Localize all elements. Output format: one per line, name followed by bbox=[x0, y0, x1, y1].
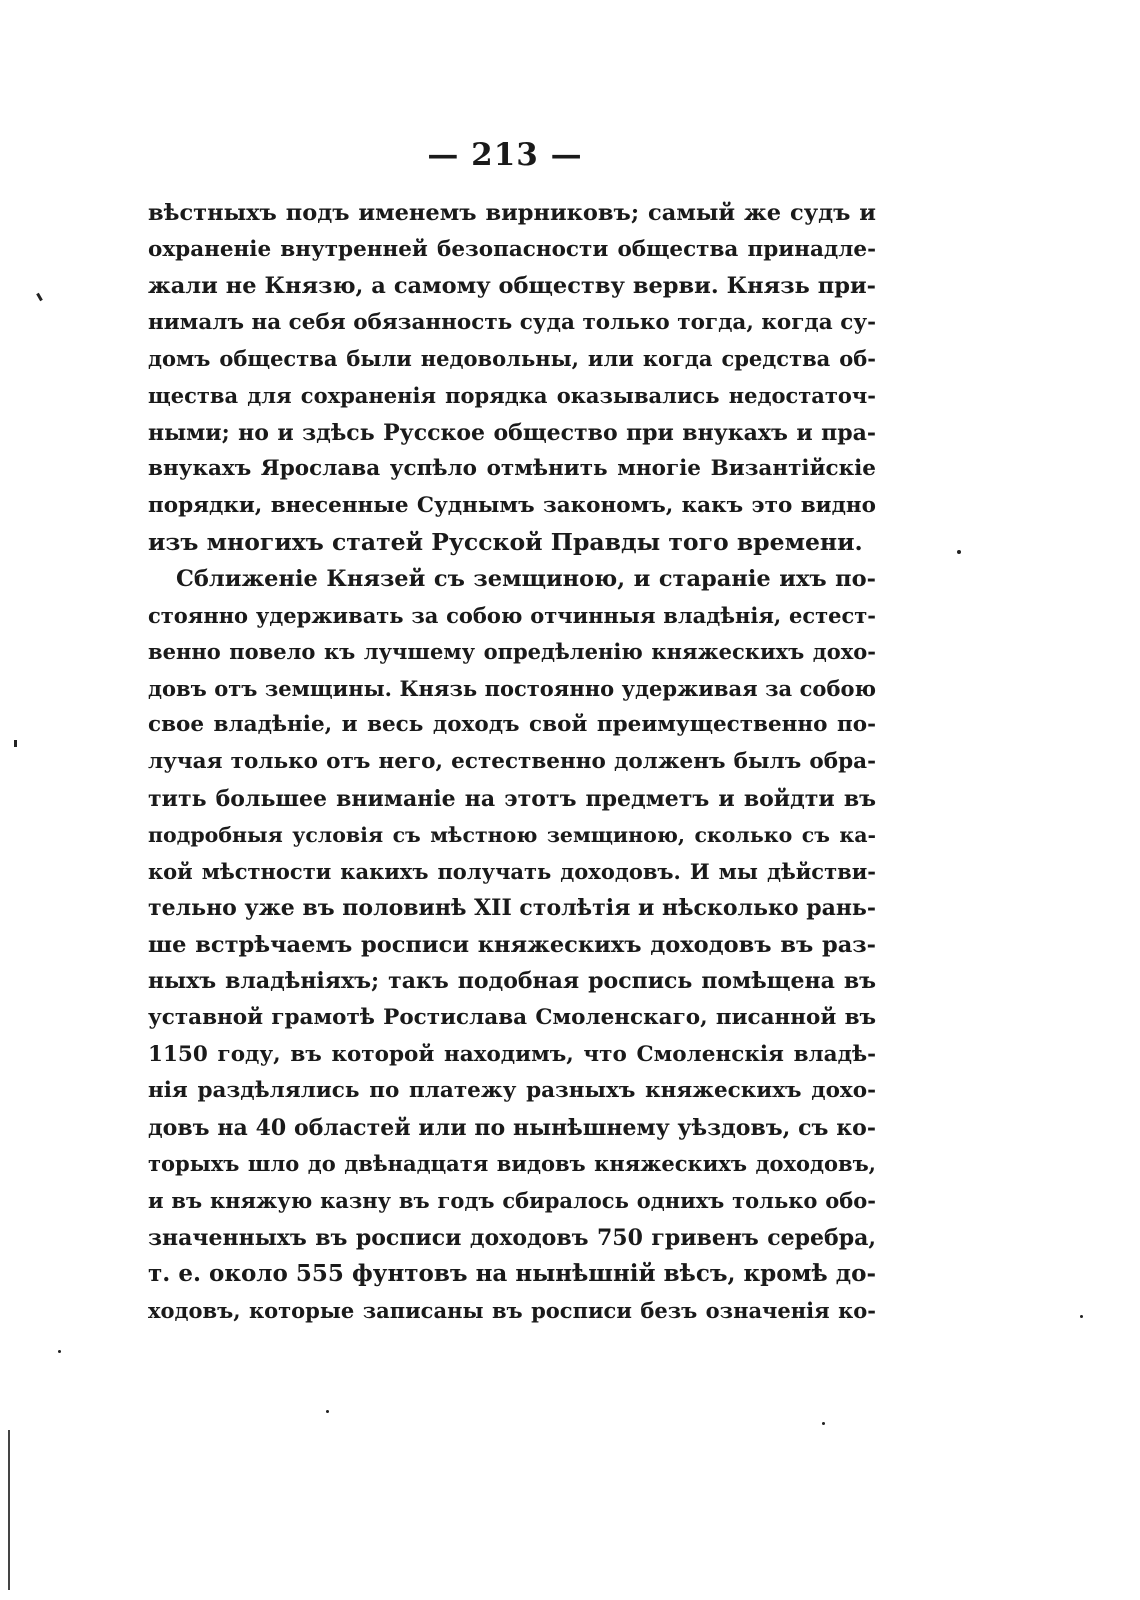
text-line: внукахъ Ярослава успѣло отмѣнить многіе Византійскіе bbox=[148, 456, 876, 482]
text-line: охраненіе внутренней безопасности общества принадле- bbox=[148, 236, 876, 262]
scan-speck bbox=[822, 1422, 825, 1425]
text-line: свое владѣніе, и весь доходъ свой преимущественно по- bbox=[148, 712, 876, 738]
scan-edge-line bbox=[8, 1430, 10, 1590]
scan-speck bbox=[1080, 1315, 1083, 1318]
scan-speck bbox=[14, 740, 17, 747]
text-line: стоянно удерживать за собою отчинныя владѣнія, естест- bbox=[148, 602, 876, 628]
scan-speck bbox=[957, 550, 961, 554]
text-line: 1150 году, въ которой находимъ, что Смоленскія владѣ- bbox=[148, 1041, 876, 1067]
text-line: довъ на 40 областей или по нынѣшнему уѣздовъ, съ ко- bbox=[148, 1114, 876, 1141]
paragraph-2 bbox=[148, 561, 876, 1329]
text-line: т. е. около 555 фунтовъ на нынѣшній вѣсъ, кромѣ до- bbox=[148, 1260, 876, 1288]
text-line: ходовъ, которые записаны въ росписи безъ означенія ко- bbox=[148, 1297, 876, 1323]
text-line: нія раздѣлялись по платежу разныхъ княжескихъ дохо- bbox=[148, 1078, 876, 1104]
text-line: изъ многихъ статей Русской Правды того времени. bbox=[148, 528, 863, 557]
text-line: ными; но и здѣсь Русское общество при внукахъ и пра- bbox=[148, 419, 876, 446]
text-line: вѣстныхъ подъ именемъ вирниковъ; самый же судъ и bbox=[148, 200, 876, 226]
text-line: нималъ на себя обязанность суда только тогда, когда су- bbox=[148, 309, 876, 335]
text-line: порядки, внесенные Суднымъ закономъ, какъ это видно bbox=[148, 492, 876, 518]
text-line: и въ княжую казну въ годъ сбиралось однихъ только обо- bbox=[148, 1188, 876, 1214]
text-line: ше встрѣчаемъ росписи княжескихъ доходовъ въ раз- bbox=[148, 931, 876, 958]
text-line: довъ отъ земщины. Князь постоянно удерживая за собою bbox=[148, 675, 876, 701]
text-line: тельно уже въ половинѣ XII столѣтія и нѣсколько рань- bbox=[148, 895, 876, 922]
text-line: тить большее вниманіе на этотъ предметъ и войдти въ bbox=[148, 785, 876, 812]
text-line: торыхъ шло до двѣнадцатя видовъ княжескихъ доходовъ, bbox=[148, 1151, 876, 1177]
text-line: ныхъ владѣніяхъ; такъ подобная роспись помѣщена въ bbox=[148, 968, 876, 995]
text-line: щества для сохраненія порядка оказывались недостаточ- bbox=[148, 382, 876, 408]
text-line: Сближеніе Князей съ земщиною, и стараніе ихъ по- bbox=[176, 565, 876, 592]
scan-speck bbox=[58, 1350, 61, 1353]
text-line: подробныя условія съ мѣстною земщиною, сколько съ ка- bbox=[148, 823, 876, 848]
text-line: венно повело къ лучшему опредѣленію княжескихъ дохо- bbox=[148, 639, 876, 665]
text-line: домъ общества были недовольны, или когда средства об- bbox=[148, 346, 876, 372]
body-text bbox=[148, 195, 876, 1329]
text-line: уставной грамотѣ Ростислава Смоленскаго, писанной въ bbox=[148, 1005, 876, 1031]
paragraph-1 bbox=[148, 195, 876, 561]
text-line: лучая только отъ него, естественно долженъ былъ обра- bbox=[148, 748, 876, 774]
scan-speck bbox=[36, 293, 43, 301]
page-number: — 213 — bbox=[427, 137, 583, 173]
text-line: значенныхъ въ росписи доходовъ 750 гривенъ серебра, bbox=[148, 1224, 876, 1251]
scan-speck bbox=[326, 1410, 329, 1413]
text-line: жали не Князю, а самому обществу верви. Князь при- bbox=[148, 273, 876, 300]
text-line: кой мѣстности какихъ получать доходовъ. И мы дѣйстви- bbox=[148, 858, 876, 884]
